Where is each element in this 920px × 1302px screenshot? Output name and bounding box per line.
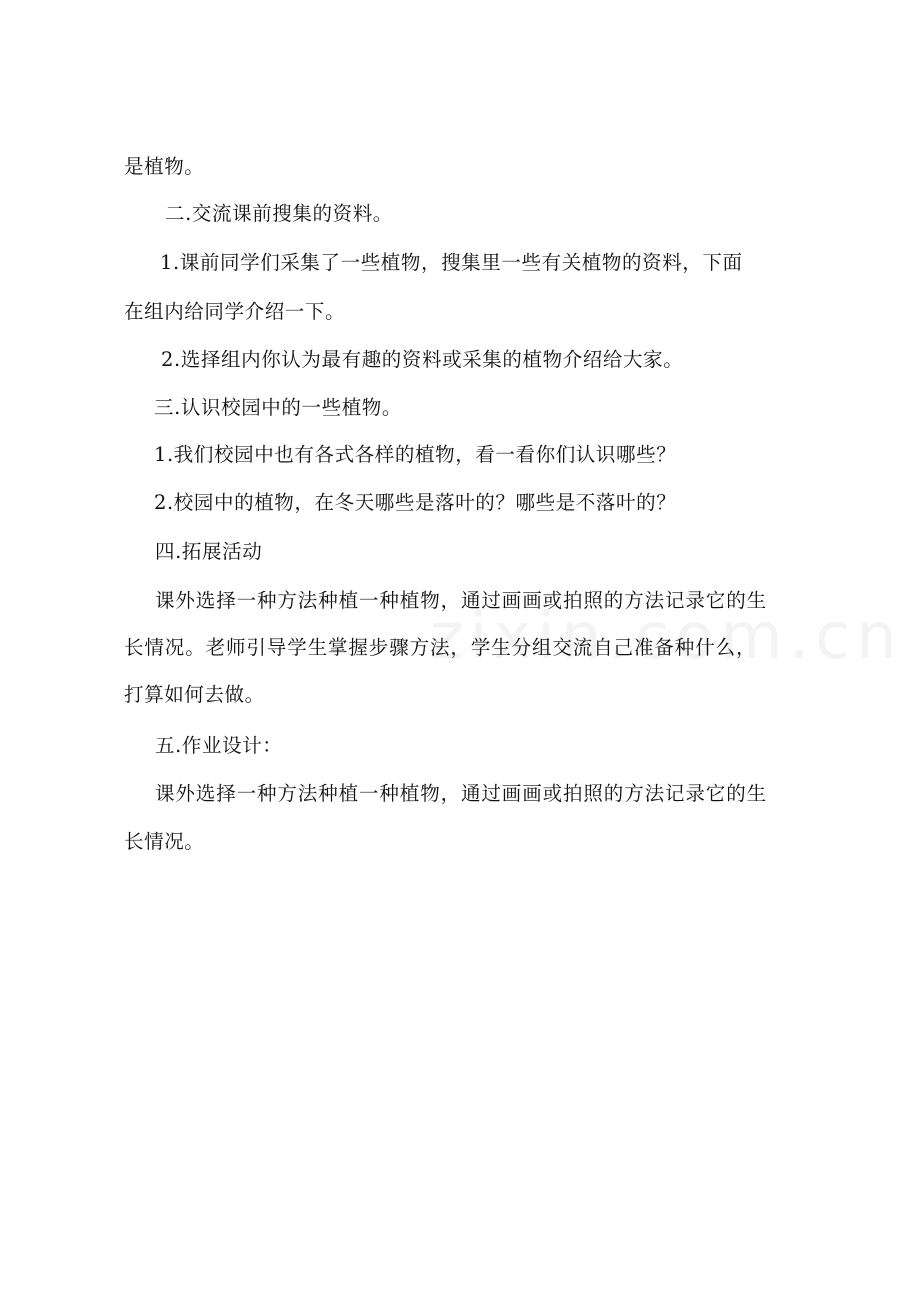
paragraph-line: 打算如何去做。 bbox=[124, 683, 265, 706]
watermark bbox=[430, 600, 903, 674]
paragraph-line: 1.课前同学们采集了一些植物，搜集里一些有关植物的资料，下面 bbox=[160, 251, 743, 274]
paragraph-line: 在组内给同学介绍一下。 bbox=[124, 300, 346, 323]
paragraph-line: 课外选择一种方法种植一种植物，通过画画或拍照的方法记录它的生 bbox=[155, 589, 768, 612]
paragraph-line: 是植物。 bbox=[124, 155, 205, 178]
section-heading: 四.拓展活动 bbox=[155, 540, 263, 563]
paragraph-line: 长情况。 bbox=[124, 830, 205, 853]
section-heading: 二.交流课前搜集的资料。 bbox=[165, 202, 393, 225]
paragraph-line: 课外选择一种方法种植一种植物，通过画画或拍照的方法记录它的生 bbox=[155, 782, 768, 805]
section-heading: 三.认识校园中的一些植物。 bbox=[154, 396, 402, 419]
section-heading: 五.作业设计： bbox=[155, 734, 283, 757]
paragraph-line: 长情况。老师引导学生掌握步骤方法，学生分组交流自己准备种什么， bbox=[124, 636, 757, 659]
paragraph-line: 2.选择组内你认为最有趣的资料或采集的植物介绍给大家。 bbox=[161, 348, 684, 371]
paragraph-line: 2.校园中的植物，在冬天哪些是落叶的？哪些是不落叶的？ bbox=[154, 491, 677, 514]
paragraph-line: 1.我们校园中也有各式各样的植物，看一看你们认识哪些？ bbox=[154, 443, 677, 466]
